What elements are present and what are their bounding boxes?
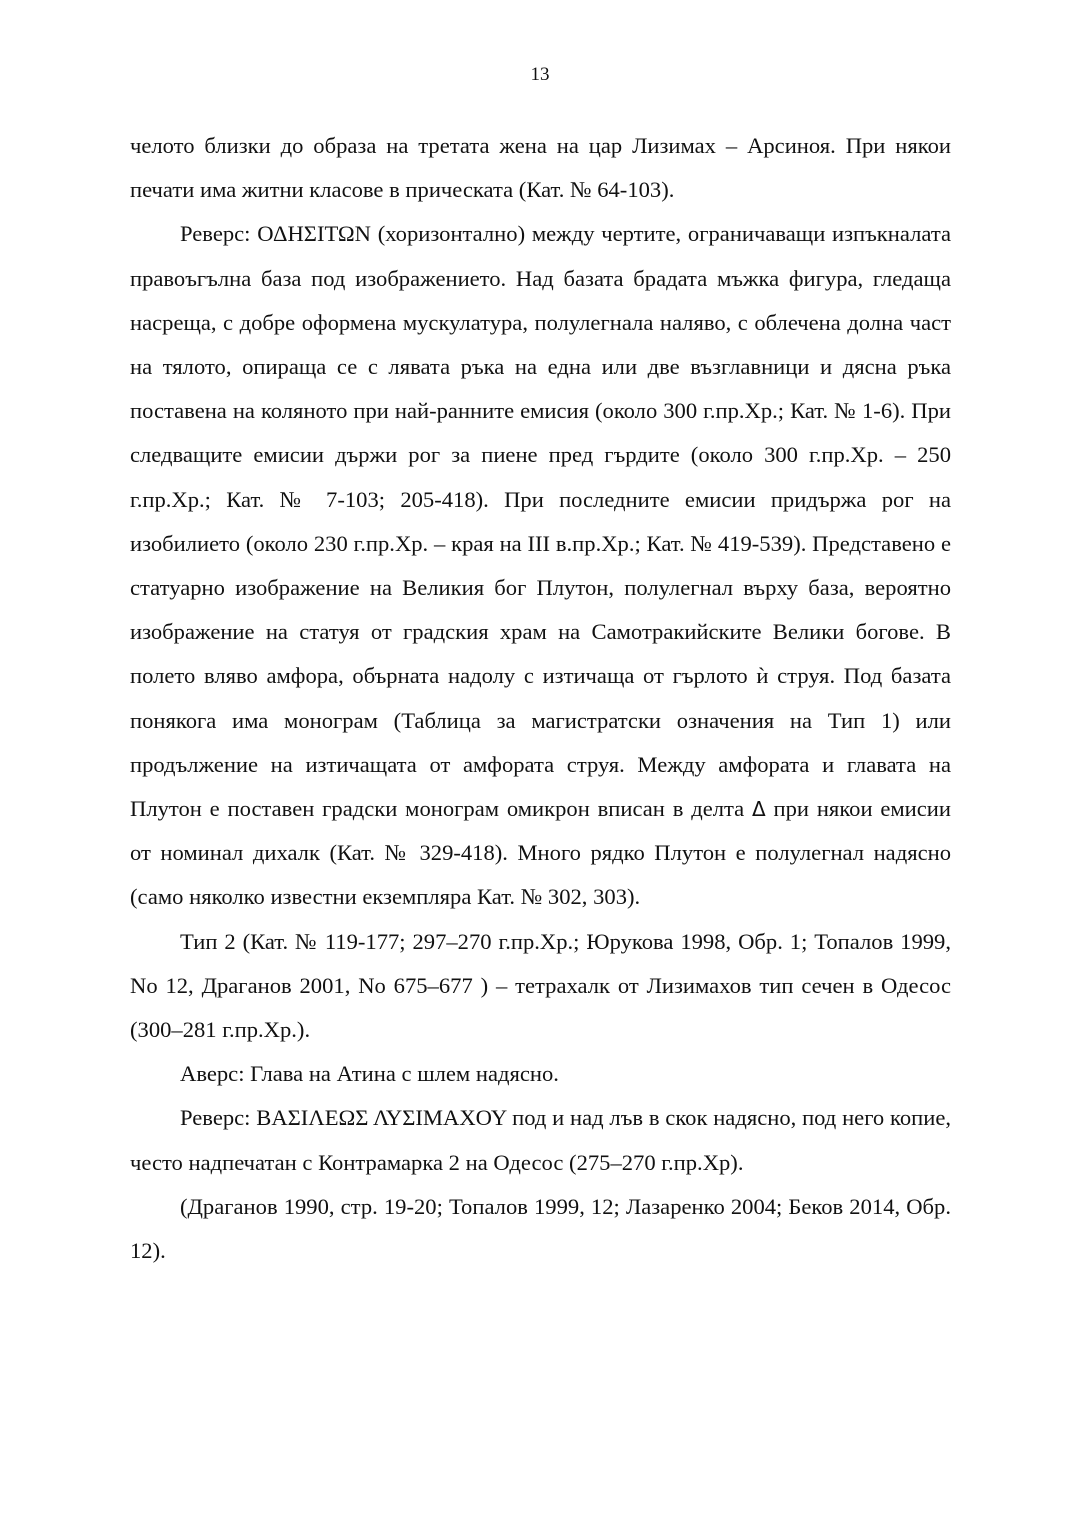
page-number: 13	[530, 64, 550, 85]
paragraph-reverse-type2: Реверс: ΒΑΣΙΛΕΩΣ ΛΥΣΙΜΑΧΟΥ под и над лъв в скок надясно, под него копие, често надпечатан с Контрамарка 2 на Одесос (275–270 г.пр.Хр).	[130, 1105, 951, 1175]
paragraph-reverse-type1	[130, 212, 951, 919]
paragraph-type2: Тип 2 (Кат. № 119-177; 297–270 г.пр.Хр.; Юрукова 1998, Обр. 1; Топалов 1999, No 12, Драганов 2001, No 675–677 ) – тетрахалк от Лизимахов тип сечен в Одесос (300–281 г.пр.Хр.).	[130, 928, 951, 1043]
delta-omicron-monogram-icon: Δ︎	[752, 797, 766, 822]
paragraph-obverse-continuation: челото близки до образа на третата жена на цар Лизимах – Арсиноя. При някои печати има житни класове в прическата (Кат. № 64-103).	[130, 133, 951, 203]
paragraph-obverse-type2: Аверс: Глава на Атина с шлем надясно.	[180, 1061, 559, 1087]
paragraph-references: (Драганов 1990, стр. 19-20; Топалов 1999, 12; Лазаренко 2004; Беков 2014, Обр. 12).	[130, 1193, 951, 1264]
reverse-type1-text-end: при някои емисии от номинал дихалк (Кат. № 329-418). Много рядко Плутон е полулегнал надясно (само няколко известни екземпляра Кат. № 302, 303).	[130, 796, 951, 910]
document-body	[130, 124, 951, 1273]
reverse-type1-text: Реверс: ΟΔΗΣΙΤΩΝ (хоризонтално) между чертите, ограничаващи изпъкналата правоъгълна база под изображението. Над базата брадата мъжка фигура, гледаща насреща, с добре оформена мускулатура, полулегнала наляво, с облечена долна част на тялото, опираща се с лявата ръка на една или две възглавници и дясна ръка поставена на коляното при най-ранните емисия (около 300 г.пр.Хр.; Кат. № 1-6). При следващите емисии държи рог за пиене пред гърдите (около 300 г.пр.Хр. – 250 г.пр.Хр.; Кат. № 7-103; 205-418). При последните емисии придържа рог на изобилието (около 230 г.пр.Хр. – края на III в.пр.Хр.; Кат. № 419-539). Представено е статуарно изображение на Великия бог Плутон, полулегнал върху база, вероятно изображение на статуя от градския храм на Самотракийските Велики богове. В полето вляво амфора, обърната надолу с изтичаща от гърлото ѝ струя. Под базата понякога има монограм (Таблица за магистратски означения на Тип 1) или продължение на изтичащата от амфората струя. Между амфората и главата на Плутон е поставен градски монограм омикрон вписан в делта	[130, 221, 951, 822]
